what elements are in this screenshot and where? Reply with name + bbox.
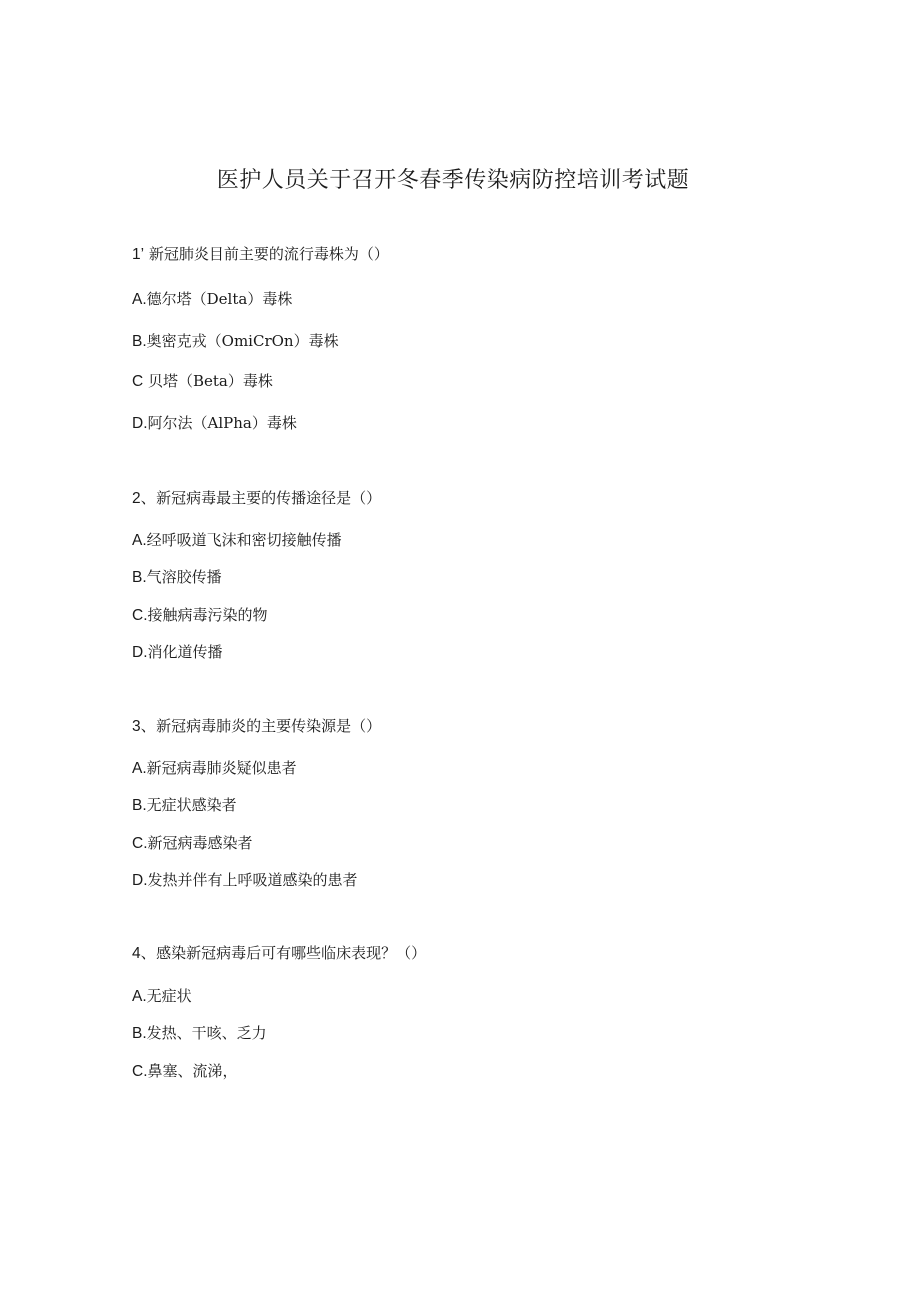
option-2c — [132, 605, 268, 626]
option-1d — [132, 413, 297, 434]
question-number: 3、 — [132, 718, 157, 735]
option-3c — [132, 833, 253, 854]
option-letter: D. — [132, 415, 148, 432]
option-2b — [132, 567, 222, 588]
option-letter: B. — [132, 333, 147, 350]
option-letter: C — [132, 373, 144, 390]
option-letter: A. — [132, 532, 147, 549]
option-letter: C. — [132, 835, 148, 852]
option-letter: B. — [132, 797, 147, 814]
question-text: 新冠肺炎目前主要的流行毒株为（） — [148, 245, 389, 263]
question-text: 新冠病毒最主要的传播途径是（） — [156, 489, 382, 507]
question-text: 新冠病毒肺炎的主要传染源是（） — [156, 717, 382, 735]
option-text: 经呼吸道飞沫和密切接触传播 — [146, 531, 342, 549]
option-3d — [132, 870, 358, 891]
option-text: 鼻塞、流涕， — [147, 1062, 238, 1080]
option-text: 无症状感染者 — [146, 796, 237, 814]
option-text: 德尔塔（Delta）毒株 — [146, 290, 293, 308]
option-text: 阿尔法（AlPha）毒株 — [147, 414, 297, 432]
option-2a — [132, 530, 342, 551]
question-3 — [132, 716, 381, 737]
question-4 — [132, 943, 426, 964]
option-text: 无症状 — [146, 987, 192, 1005]
option-letter: C. — [132, 607, 148, 624]
option-4a — [132, 986, 192, 1007]
option-text: 奥密克戎（OmiCrOn）毒株 — [146, 332, 339, 350]
option-3a — [132, 758, 297, 779]
option-letter: D. — [132, 872, 148, 889]
option-3b — [132, 795, 237, 816]
option-text: 接触病毒污染的物 — [147, 606, 268, 624]
question-2 — [132, 488, 381, 509]
document-title: 医护人员关于召开冬春季传染病防控培训考试题 — [216, 168, 690, 193]
option-4c — [132, 1061, 238, 1082]
option-letter: D. — [132, 644, 148, 661]
question-number: 4、 — [132, 945, 157, 962]
question-number: 2、 — [132, 490, 157, 507]
option-text: 新冠病毒肺炎疑似患者 — [146, 759, 297, 777]
option-letter: A. — [132, 988, 147, 1005]
option-4b — [132, 1023, 267, 1044]
question-number: 1’ — [132, 246, 145, 263]
option-1b — [132, 331, 339, 352]
option-letter: B. — [132, 569, 147, 586]
option-text: 发热并伴有上呼吸道感染的患者 — [147, 871, 358, 889]
option-text: 发热、干咳、乏力 — [146, 1024, 267, 1042]
option-text: 贝塔（Beta）毒株 — [147, 372, 273, 390]
option-letter: B. — [132, 1025, 147, 1042]
question-text: 感染新冠病毒后可有哪些临床表现？（） — [156, 944, 427, 962]
option-letter: A. — [132, 291, 147, 308]
option-text: 新冠病毒感染者 — [147, 834, 253, 852]
option-text: 气溶胶传播 — [146, 568, 222, 586]
option-2d — [132, 642, 223, 663]
option-1a — [132, 289, 292, 310]
question-1 — [132, 244, 389, 265]
option-letter: A. — [132, 760, 147, 777]
option-letter: C. — [132, 1063, 148, 1080]
option-1c — [132, 371, 273, 392]
option-text: 消化道传播 — [147, 643, 223, 661]
